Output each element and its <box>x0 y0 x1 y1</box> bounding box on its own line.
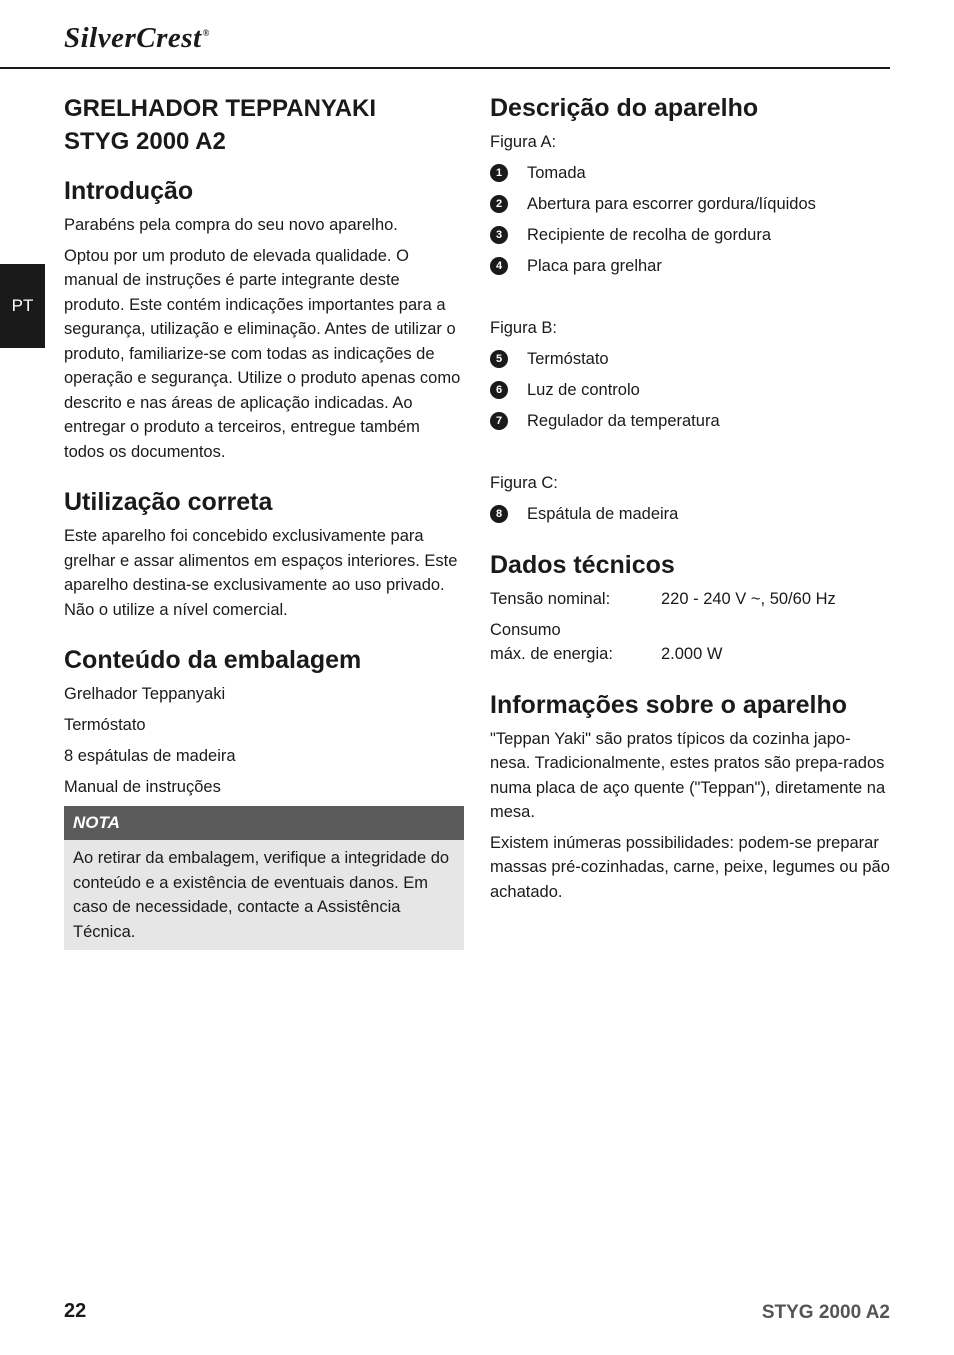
contents-section <box>64 644 464 800</box>
list-item: 4 Placa para grelhar <box>490 254 890 279</box>
intro-paragraph-1: Parabéns pela compra do seu novo aparelho. <box>64 216 398 234</box>
number-badge-icon: 3 <box>490 226 508 244</box>
info-section <box>490 689 890 905</box>
tech-value: 220 - 240 V ~, 50/60 Hz <box>661 589 836 608</box>
right-column <box>490 92 890 926</box>
page-title <box>64 92 464 158</box>
list-item: 7 Regulador da temperatura <box>490 409 890 434</box>
figure-b-label: Figura B: <box>490 319 557 337</box>
number-badge-icon: 4 <box>490 257 508 275</box>
list-item: 6 Luz de controlo <box>490 378 890 403</box>
tech-heading: Dados técnicos <box>490 550 675 579</box>
list-item: Termóstato <box>64 716 146 734</box>
tech-row-voltage <box>490 587 890 612</box>
number-badge-icon: 7 <box>490 412 508 430</box>
tech-section <box>490 549 890 667</box>
info-paragraph-2: Existem inúmeras possibilidades: podem-se preparar massas pré-cozinhadas, carne, peixe, legumes ou pão achatado. <box>490 833 890 901</box>
footer-model: STYG 2000 A2 <box>761 1302 890 1323</box>
list-item: 1 Tomada <box>490 161 890 186</box>
note-title: NOTA <box>64 806 464 840</box>
figure-c-label: Figura C: <box>490 474 558 492</box>
number-badge-icon: 5 <box>490 350 508 368</box>
contents-list <box>64 682 464 800</box>
title-line-2: STYG 2000 A2 <box>64 128 226 155</box>
figure-a-label: Figura A: <box>490 133 557 151</box>
note-text: Ao retirar da embalagem, verifique a integridade do conteúdo e a existência de eventuais danos. Em caso de necessidade, contacte a Assistência Técnica. <box>73 849 450 941</box>
intro-heading: Introdução <box>64 177 194 205</box>
list-item: 8 Espátula de madeira <box>490 502 890 527</box>
registered-mark: ® <box>202 28 210 39</box>
number-badge-icon: 8 <box>490 505 508 523</box>
list-item: 3 Recipiente de recolha de gordura <box>490 223 890 248</box>
brand-logo: SilverCrest® <box>64 22 210 54</box>
intro-paragraph-2: Optou por um produto de elevada qualidade. O manual de instruções é parte integrante deste produto. Este contém indicações importantes para a segurança, utilização e eliminação. Antes de utilizar o produto, familiarize-se com todas as indicações de operação e segurança. Utilize o produto apenas como descrito e nas áreas de aplicação indicadas. Ao entregar o produto a terceiros, entregue também todos os documentos. <box>64 246 461 461</box>
use-heading: Utilização correta <box>64 488 273 516</box>
page-number: 22 <box>64 1300 87 1322</box>
info-paragraph-1: "Teppan Yaki" são pratos típicos da cozinha japo-nesa. Tradicionalmente, estes pratos são prepa-rados numa placa de aço quente ("Teppan"), diretamente na mesa. <box>490 729 886 821</box>
number-badge-icon: 1 <box>490 164 508 182</box>
list-item: 5 Termóstato <box>490 347 890 372</box>
tech-key: Consumo máx. de energia: <box>490 620 613 663</box>
header-divider <box>0 67 890 69</box>
note-box <box>64 806 464 950</box>
info-heading: Informações sobre o aparelho <box>490 690 848 719</box>
use-section <box>64 486 464 622</box>
intro-section <box>64 175 464 464</box>
list-item: Manual de instruções <box>64 778 221 796</box>
number-badge-icon: 2 <box>490 195 508 213</box>
description-heading: Descrição do aparelho <box>490 94 759 122</box>
use-paragraph: Este aparelho foi concebido exclusivamente para grelhar e assar alimentos em espaços interiores. Este aparelho destina-se exclusivamente ao uso privado. Não o utilize a nível comercial. <box>64 527 458 619</box>
tech-value: 2.000 W <box>661 645 723 663</box>
list-item: Grelhador Teppanyaki <box>64 685 226 703</box>
description-section <box>490 92 890 527</box>
spacer <box>490 440 890 471</box>
spacer <box>490 285 890 316</box>
tech-key: Tensão nominal: <box>490 589 611 608</box>
language-tab: PT <box>0 264 45 348</box>
left-column <box>64 92 464 950</box>
list-item: 8 espátulas de madeira <box>64 747 236 765</box>
number-badge-icon: 6 <box>490 381 508 399</box>
tech-row-power <box>490 618 890 667</box>
list-item: 2 Abertura para escorrer gordura/líquidos <box>490 192 890 217</box>
title-line-1: GRELHADOR TEPPANYAKI <box>64 95 377 122</box>
contents-heading: Conteúdo da embalagem <box>64 646 362 674</box>
